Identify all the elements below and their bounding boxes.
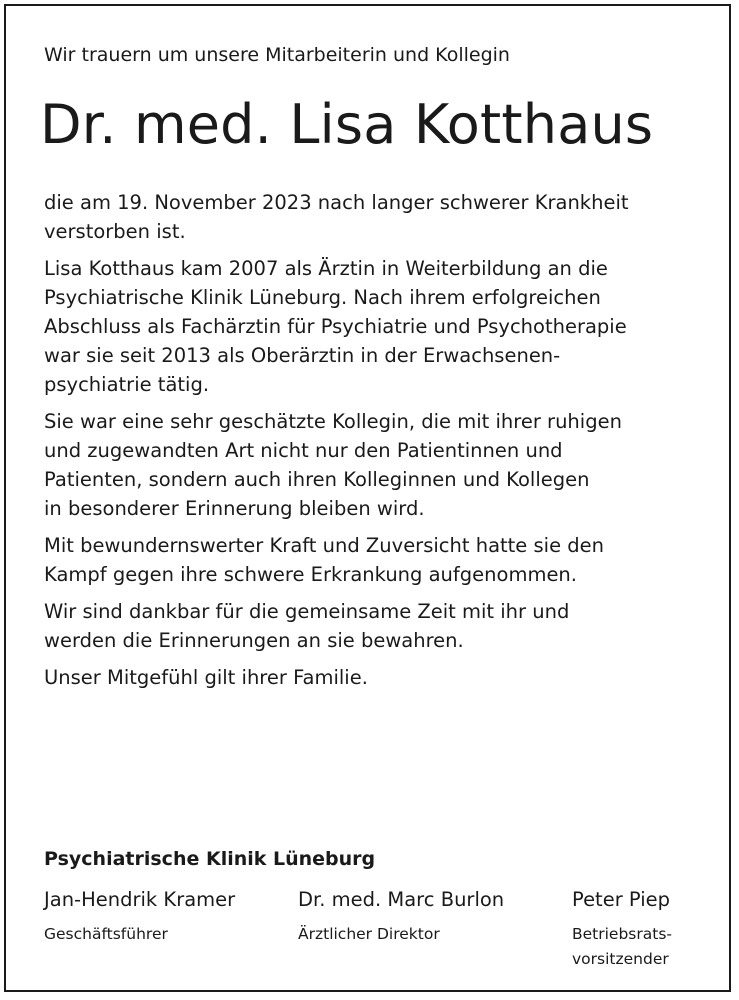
text-line: Unser Mitgefühl gilt ihrer Familie. bbox=[44, 666, 368, 689]
text-line: Abschluss als Fachärztin für Psychiatrie und Psychotherapie bbox=[44, 315, 627, 338]
signatory-managing-director bbox=[44, 886, 235, 947]
organization-name: Psychiatrische Klinik Lüneburg bbox=[44, 848, 376, 870]
signatory-name: Jan-Hendrik Kramer bbox=[44, 888, 236, 911]
text-line: Kampf gegen ihre schwere Erkrankung aufgenommen. bbox=[44, 563, 577, 586]
paragraph-gratitude bbox=[44, 597, 714, 655]
role-line: Betriebsrats- bbox=[572, 925, 672, 943]
text-line: war sie seit 2013 als Oberärztin in der Erwachsenen- bbox=[44, 344, 561, 367]
text-line: die am 19. November 2023 nach langer schwerer Krankheit bbox=[44, 191, 629, 214]
signatory-name: Peter Piep bbox=[572, 888, 671, 911]
text-line: werden die Erinnerungen an sie bewahren. bbox=[44, 629, 464, 652]
text-line: und zugewandten Art nicht nur den Patientinnen und bbox=[44, 439, 563, 462]
intro-line: Wir trauern um unsere Mitarbeiterin und Kollegin bbox=[44, 44, 510, 66]
signatory-role bbox=[44, 922, 235, 947]
text-line: Wir sind dankbar für die gemeinsame Zeit mit ihr und bbox=[44, 600, 570, 623]
signatory-role bbox=[572, 922, 672, 972]
signatory-medical-director bbox=[298, 886, 504, 947]
paragraph-career bbox=[44, 254, 714, 399]
text-line: Psychiatrische Klinik Lüneburg. Nach ihrem erfolgreichen bbox=[44, 286, 601, 309]
signatory-name: Dr. med. Marc Burlon bbox=[298, 888, 505, 911]
paragraph-illness bbox=[44, 531, 714, 589]
role-line: Geschäftsführer bbox=[44, 925, 168, 943]
deceased-name: Dr. med. Lisa Kotthaus bbox=[40, 93, 654, 156]
text-line: verstorben ist. bbox=[44, 220, 186, 243]
text-line: Mit bewundernswerter Kraft und Zuversicht hatte sie den bbox=[44, 534, 605, 557]
text-line: Lisa Kotthaus kam 2007 als Ärztin in Weiterbildung an die bbox=[44, 257, 608, 280]
signatory-works-council bbox=[572, 886, 672, 972]
obituary-text bbox=[44, 188, 714, 700]
paragraph-condolence bbox=[44, 663, 714, 692]
text-line: in besonderer Erinnerung bleiben wird. bbox=[44, 497, 425, 520]
role-line: Ärztlicher Direktor bbox=[298, 925, 440, 943]
text-line: Patienten, sondern auch ihren Kolleginnen und Kollegen bbox=[44, 468, 590, 491]
text-line: psychiatrie tätig. bbox=[44, 373, 210, 396]
paragraph-death-notice bbox=[44, 188, 714, 246]
text-line: Sie war eine sehr geschätzte Kollegin, die mit ihrer ruhigen bbox=[44, 410, 622, 433]
role-line: vorsitzender bbox=[572, 950, 669, 968]
paragraph-appreciation bbox=[44, 407, 714, 523]
signatory-role bbox=[298, 922, 504, 947]
